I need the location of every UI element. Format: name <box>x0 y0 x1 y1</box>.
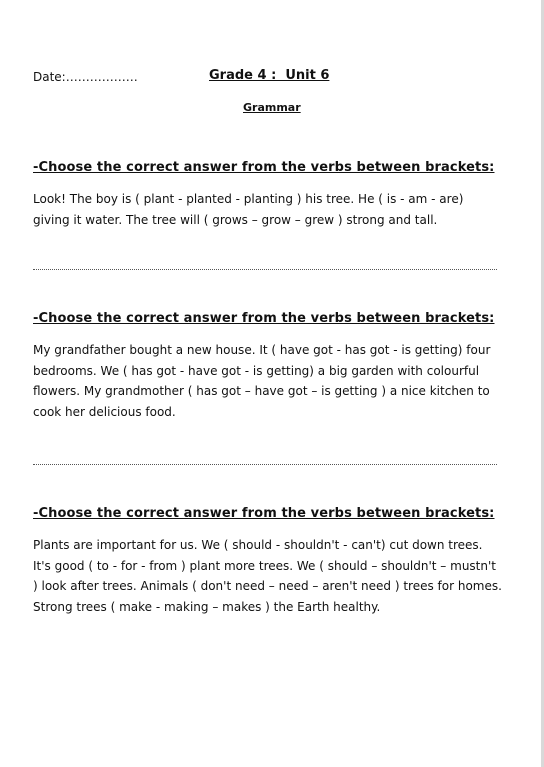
section-3-text: Plants are important for us. We ( should - shouldn't - can't) cut down trees. It's good ( to - for - from ) plant more trees. We ( should – shouldn't – mustn't ) look after trees. Animals ( don't need – need – aren't need ) trees for homes. Strong trees ( make - making – makes ) the Earth healthy. <box>33 538 502 614</box>
page-subtitle: Grammar <box>243 101 301 114</box>
section-2-heading: -Choose the correct answer from the verbs between brackets: <box>33 311 495 326</box>
section-2-text: My grandfather bought a new house. It ( have got - has got - is getting) four bedrooms. We ( has got - have got - is getting) a big garden with colourful flowers. My grandmother ( has got – have got – is getting ) a nice kitchen to cook her delicious food. <box>33 343 491 419</box>
answer-line-2 <box>33 464 497 465</box>
section-1-text: Look! The boy is ( plant - planted - planting ) his tree. He ( is - am - are) giving it water. The tree will ( grows – grow – grew ) strong and tall. <box>33 192 464 227</box>
section-3-heading: -Choose the correct answer from the verbs between brackets: <box>33 506 495 521</box>
section-1-heading: -Choose the correct answer from the verbs between brackets: <box>33 160 495 175</box>
answer-line-1 <box>33 269 497 270</box>
page-title: Grade 4 : Unit 6 <box>209 68 330 83</box>
date-label: Date:……………… <box>33 70 138 84</box>
